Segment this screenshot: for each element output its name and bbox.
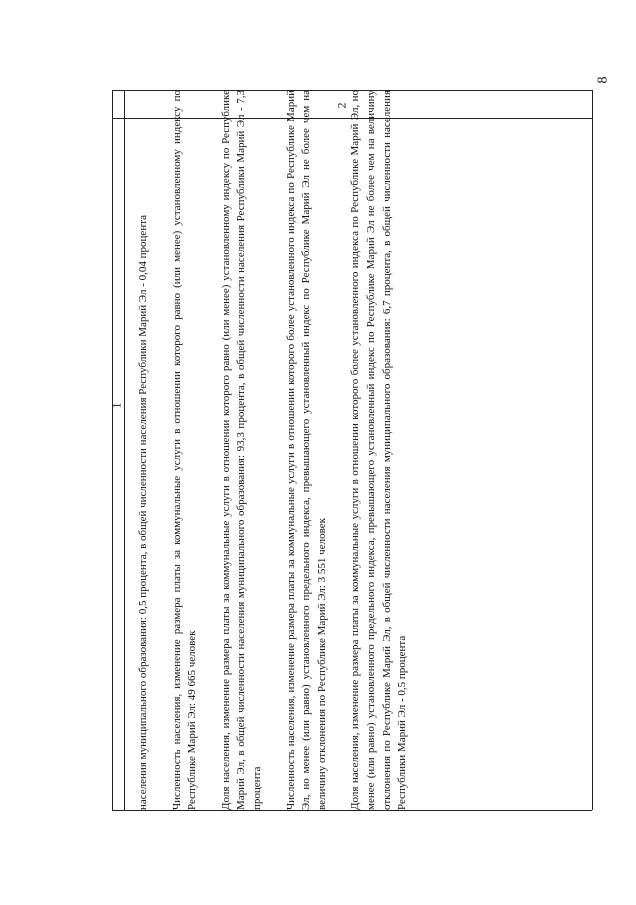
paragraph-5: Доля населения, изменение размера платы за коммунальные услуги в отношении которого более установленного индекса по Республике Марий Эл, но менее (или равно) установленного предельного индекса, превышающего установленный индекс по Республике Марий Эл не более чем на величину отклонения по Республике Марий Эл, в общей численности населения муниципального образования: 6,7 процента, в общей численности населения Республики Марий Эл - 0,5 процента <box>349 90 409 810</box>
table-body-text <box>136 90 411 810</box>
paragraph-1: населения муниципального образования: 0,5 процента, в общей численности населения Республики Марий Эл - 0,04 процента <box>137 214 149 810</box>
table-bottom-border <box>112 810 592 811</box>
column-header-1: 1 <box>109 402 124 409</box>
column-header-2: 2 <box>334 102 349 109</box>
paragraph-4: Численность населения, изменение размера платы за коммунальные услуги в отношении которого более установленного индекса по Республике Марий Эл, но менее (или равно) установленного предельного индекса, превышающего установленный индекс по Республике Марий Эл не более чем на величину отклонения по Республике Марий Эл: 3 551 человек <box>284 90 328 810</box>
paragraph-3: Доля населения, изменение размера платы за коммунальные услуги в отношении которого равно (или менее) установленному индексу по Республике Марий Эл, в общей численности населения муниципального образования: 93,3 процента, в общей численности населения Республики Марий Эл - 7,3 процента <box>219 90 263 810</box>
table-left-border <box>112 90 113 810</box>
page-number: 8 <box>595 76 611 84</box>
paragraph-2: Численность населения, изменение размера платы за коммунальные услуги в отношении которого равно (или менее) установленному индексу по Республике Марий Эл: 49 665 человек <box>170 90 199 810</box>
table-column-1-right <box>124 90 125 810</box>
table-column-divider <box>592 90 593 810</box>
